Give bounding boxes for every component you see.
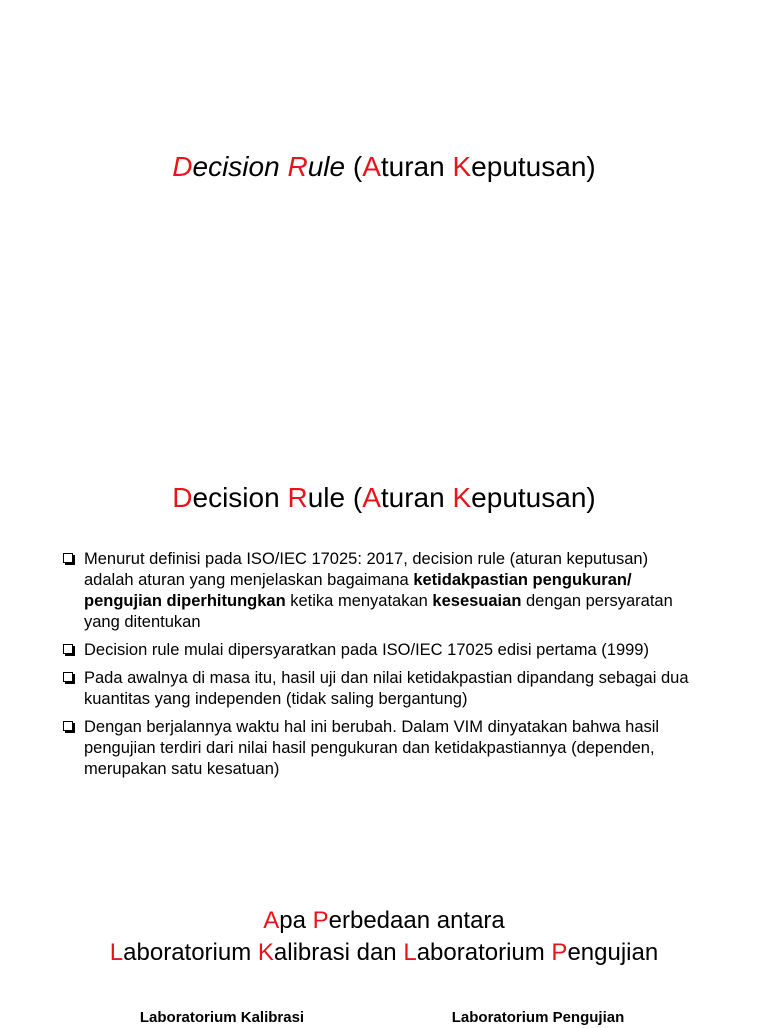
title-paren: )	[586, 151, 596, 182]
slide-3-title-line-1	[0, 905, 768, 937]
title-initial: L	[403, 939, 417, 966]
title-initial: R	[287, 482, 308, 513]
title-initial: K	[452, 482, 472, 513]
title-word: engujian	[567, 939, 659, 966]
title-paren: )	[586, 482, 596, 513]
bullet-emphasis: kesesuaian	[432, 592, 522, 610]
title-initial: A	[362, 151, 381, 182]
title-paren: (	[352, 482, 363, 513]
title-initial: K	[257, 939, 274, 966]
title-word: ecision	[192, 482, 280, 513]
bullet-list	[62, 549, 702, 787]
slide-1-title	[0, 150, 768, 184]
bullet-text: ketika menyatakan	[285, 592, 433, 610]
title-initial: A	[263, 907, 280, 934]
bullet-emphasis: ketidakpastian pengukuran/ pengujian diperhitungkan	[84, 571, 632, 610]
title-word: eputusan	[471, 482, 587, 513]
title-initial: R	[287, 151, 308, 182]
checkbox-bullet-icon	[63, 644, 73, 654]
checkbox-bullet-icon	[63, 721, 73, 731]
column-header-kalibrasi: Laboratorium Kalibrasi	[139, 1009, 305, 1026]
title-initial: P	[551, 939, 568, 966]
title-word: ecision	[192, 151, 280, 182]
title-initial: P	[312, 907, 329, 934]
title-word: turan	[380, 151, 445, 182]
bullet-text: Decision rule mulai dipersyaratkan pada ISO/IEC 17025 edisi pertama (1999)	[84, 641, 649, 659]
title-word: pa	[279, 907, 313, 934]
title-word: eputusan	[471, 151, 587, 182]
title-word: aboratorium	[123, 939, 258, 966]
list-item	[62, 640, 702, 661]
slide-3-title-line-2	[0, 937, 768, 969]
bullet-text: dengan persyaratan yang ditentukan	[84, 592, 673, 631]
checkbox-bullet-icon	[63, 672, 73, 682]
title-initial: K	[452, 151, 472, 182]
title-word: aboratorium	[416, 939, 552, 966]
title-initial: A	[362, 482, 381, 513]
title-word: ule	[307, 151, 346, 182]
list-item	[62, 549, 702, 633]
title-word: erbedaan antara	[328, 907, 505, 934]
title-word: ule	[307, 482, 346, 513]
list-item	[62, 668, 702, 710]
bullet-text: Dengan berjalannya waktu hal ini berubah. Dalam VIM dinyatakan bahwa hasil pengujian terdiri dari nilai hasil pengukuran dan ketidakpastiannya (dependen, merupakan satu kesatuan)	[84, 718, 660, 778]
bullet-text: Menurut definisi pada ISO/IEC 17025: 2017, decision rule (aturan keputusan) adalah aturan yang menjelaskan bagaimana	[84, 550, 649, 589]
title-initial: D	[172, 151, 193, 182]
column-header-pengujian: Laboratorium Pengujian	[451, 1009, 625, 1026]
slide-2-title	[0, 481, 768, 515]
title-word: turan	[380, 482, 445, 513]
title-initial: D	[172, 482, 193, 513]
title-paren: (	[352, 151, 363, 182]
bullet-text: Pada awalnya di masa itu, hasil uji dan nilai ketidakpastian dipandang sebagai dua kuantitas yang independen (tidak saling bergantung)	[84, 669, 689, 708]
title-initial: L	[109, 939, 124, 966]
checkbox-bullet-icon	[63, 553, 73, 563]
title-word: alibrasi dan	[273, 939, 404, 966]
list-item	[62, 717, 702, 780]
